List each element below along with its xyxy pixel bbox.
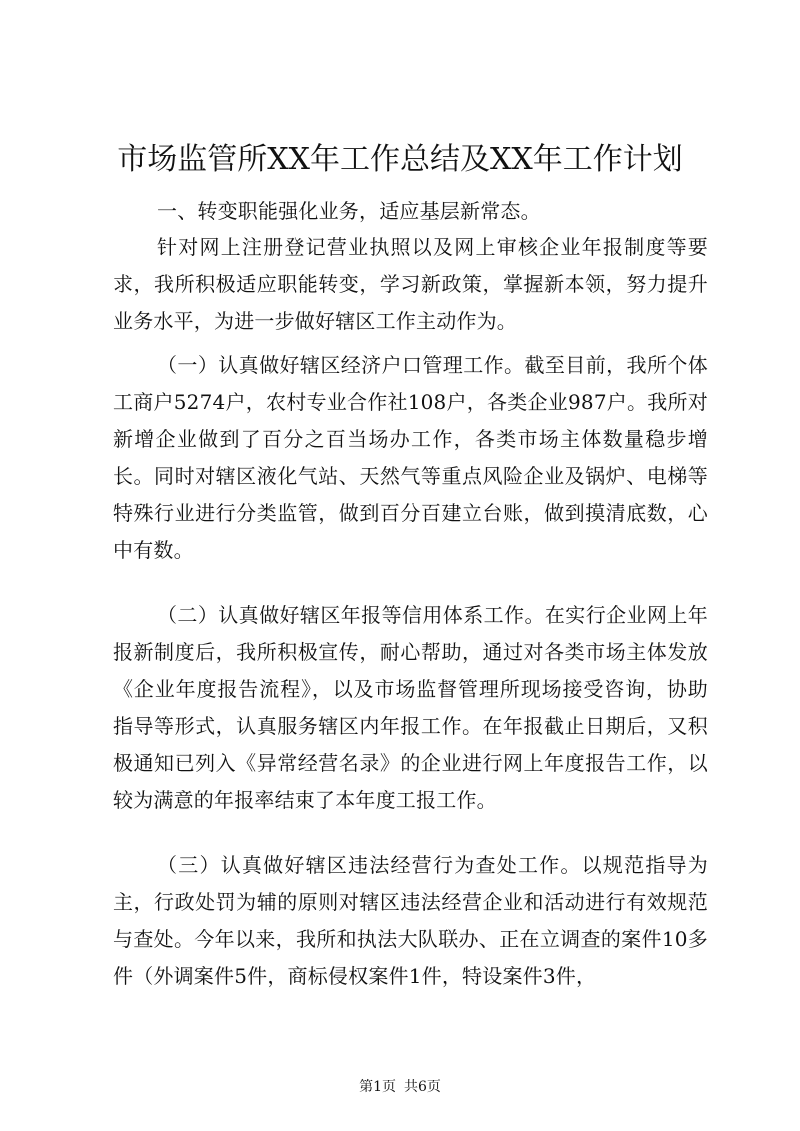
page-total: 共6页 [404,1079,441,1095]
paragraph-item-3 [113,847,708,995]
section-heading-1 [113,193,708,230]
page-footer [0,1077,800,1097]
paragraph: （二）认真做好辖区年报等信用体系工作。在实行企业网上年报新制度后，我所积极宣传，耐心帮助，通过对各类市场主体发放《企业年度报告流程》，以及市场监督管理所现场接受咨询，协助指导等形式，认真服务辖区内年报工作。在年报截止日期后，又积极通知已列入《异常经营名录》的企业进行网上年度报告工作，以较为满意的年报率结束了本年度工报工作。 [113,603,708,812]
paragraph-item-2 [113,597,708,819]
paragraph: （三）认真做好辖区违法经营行为查处工作。以规范指导为主，行政处罚为辅的原则对辖区违法经营企业和活动进行有效规范与查处。今年以来，我所和执法大队联办、正在立调查的案件10多件（外调案件5件，商标侵权案件1件，特设案件3件， [113,853,708,988]
document-title: 市场监管所XX年工作总结及XX年工作计划 [117,142,683,177]
paragraph: 针对网上注册登记营业执照以及网上审核企业年报制度等要求，我所积极适应职能转变，学习新政策，掌握新本领，努力提升业务水平，为进一步做好辖区工作主动作为。 [113,235,708,333]
paragraph: 一、转变职能强化业务，适应基层新常态。 [157,199,541,223]
paragraph-item-1 [113,347,708,569]
page-number: 第1页 [359,1079,396,1095]
paragraph-intro [113,229,708,340]
paragraph: （一）认真做好辖区经济户口管理工作。截至目前，我所个体工商户5274户，农村专业合作社108户，各类企业987户。我所对新增企业做到了百分之百当场办工作，各类市场主体数量稳步增长。同时对辖区液化气站、天然气等重点风险企业及锅炉、电梯等特殊行业进行分类监管，做到百分百建立台账，做到摸清底数，心中有数。 [113,353,708,562]
